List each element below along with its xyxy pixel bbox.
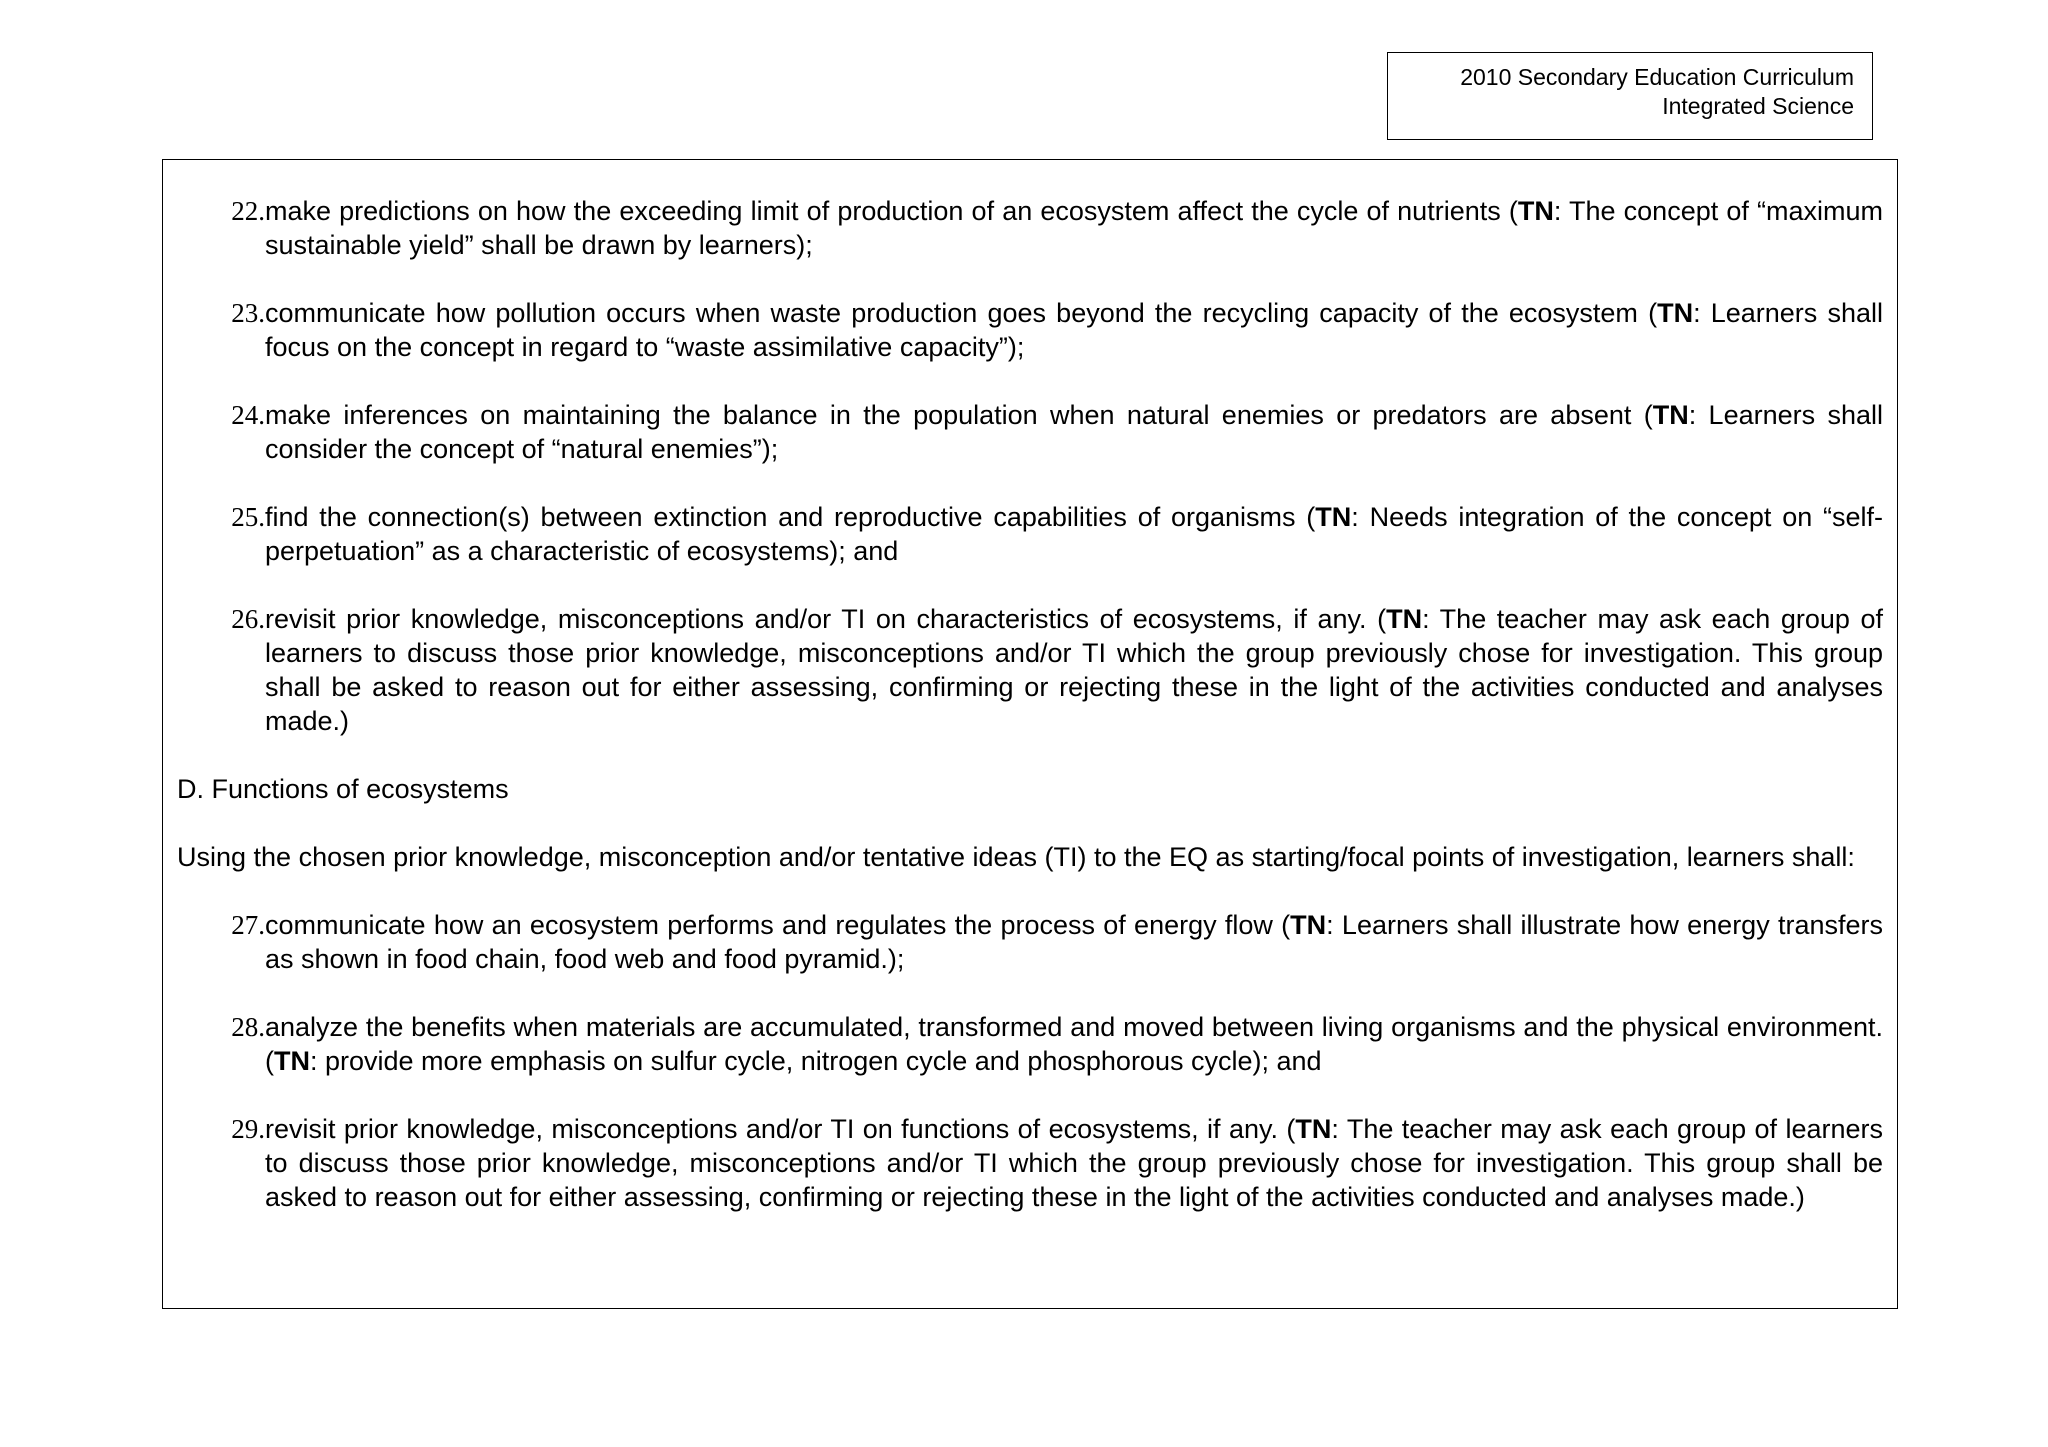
list-item-23 [177,296,1883,364]
item-number: 27. [231,910,265,940]
header-line-subject: Integrated Science [1662,93,1854,119]
list-item-27 [177,908,1883,976]
item-number: 26. [231,604,265,634]
content-box [162,159,1898,1309]
list-item-24 [177,398,1883,466]
item-text: analyze the benefits when materials are accumulated, transformed and moved between living organisms and the physical environment. (TN: provide more emphasis on sulfur cycle, nitrogen cycle and phosphorous cycle); and [265,1012,1883,1076]
tn-label: TN [1315,502,1352,532]
tn-label: TN [1517,196,1554,226]
item-text: make predictions on how the exceeding limit of production of an ecosystem affect the cycle of nutrients (TN: The concept of “maximum sustainable yield” shall be drawn by learners); [265,196,1883,260]
item-text: revisit prior knowledge, misconceptions and/or TI on functions of ecosystems, if any. (TN: The teacher may ask each group of learners to discuss those prior knowledge, misconceptions and/or TI which the group previously chose for investigation. This group shall be asked to reason out for either assessing, confirming or rejecting these in the light of the activities conducted and analyses made.) [265,1114,1883,1212]
list-item-25 [177,500,1883,568]
tn-label: TN [1652,400,1689,430]
curriculum-header-box [1387,52,1873,140]
list-item-22 [177,194,1883,262]
item-number: 25. [231,502,265,532]
section-intro: Using the chosen prior knowledge, misconception and/or tentative ideas (TI) to the EQ as starting/focal points of investigation, learners shall: [177,842,1855,872]
item-text: find the connection(s) between extinction and reproductive capabilities of organisms (TN: Needs integration of the concept on “self-perpetuation” as a characteristic of ecosystems); and [265,502,1884,566]
tn-label: TN [1290,910,1327,940]
item-number: 29. [231,1114,265,1144]
item-number: 22. [231,196,265,226]
item-text: communicate how pollution occurs when waste production goes beyond the recycling capacity of the ecosystem (TN: Learners shall focus on the concept in regard to “waste assimilative capacity”); [265,298,1883,362]
tn-label: TN [1386,604,1423,634]
item-number: 23. [231,298,265,328]
list-item-26 [177,602,1883,738]
section-heading: D. Functions of ecosystems [177,774,509,804]
item-text: make inferences on maintaining the balance in the population when natural enemies or predators are absent (TN: Learners shall consider the concept of “natural enemies”); [265,400,1883,464]
tn-label: TN [1295,1114,1332,1144]
header-line-curriculum: 2010 Secondary Education Curriculum [1460,64,1854,90]
list-item-29 [177,1112,1883,1214]
item-text: communicate how an ecosystem performs and regulates the process of energy flow (TN: Learners shall illustrate how energy transfers as shown in food chain, food web and food pyramid.); [265,910,1884,974]
tn-label: TN [1657,298,1694,328]
item-text: revisit prior knowledge, misconceptions and/or TI on characteristics of ecosystems, if any. (TN: The teacher may ask each group of learners to discuss those prior knowledge, misconceptions and/or TI which the group previously chose for investigation. This group shall be asked to reason out for either assessing, confirming or rejecting these in the light of the activities conducted and analyses made.) [265,604,1883,736]
list-item-28 [177,1010,1883,1078]
item-number: 28. [231,1012,265,1042]
tn-label: TN [274,1046,310,1076]
item-number: 24. [231,400,265,430]
